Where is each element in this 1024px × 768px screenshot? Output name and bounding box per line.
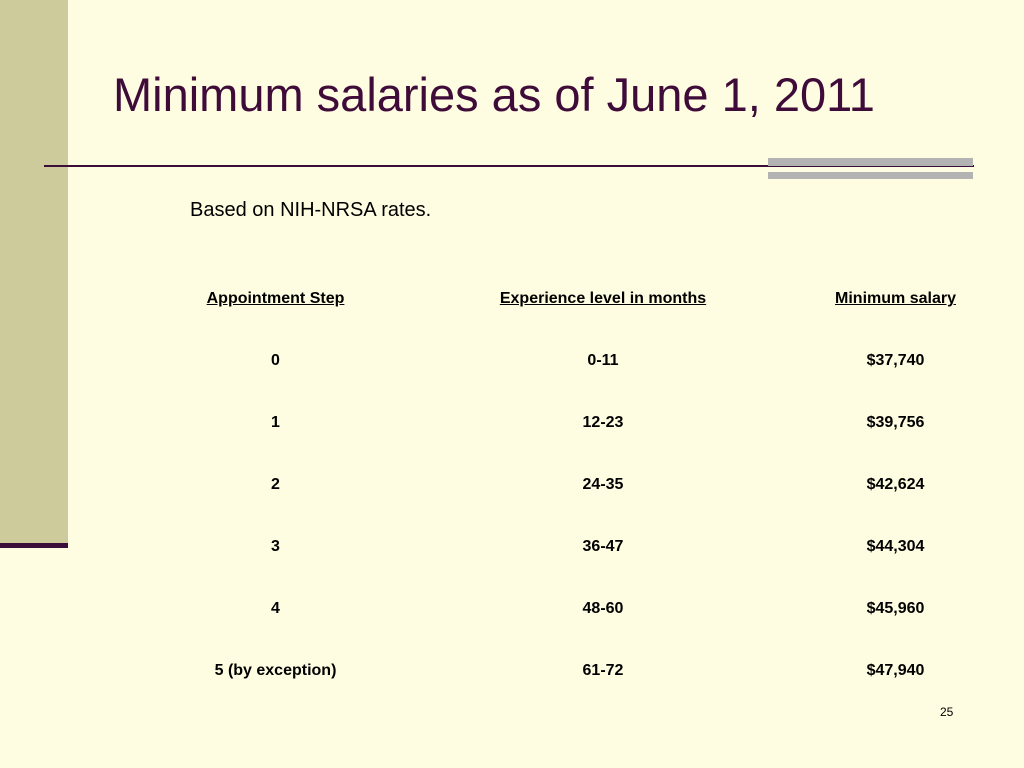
table-row [148,516,988,578]
cell-step: 4 [271,600,280,617]
cell-step: 2 [271,476,280,493]
table-row [148,640,988,702]
header-experience-level: Experience level in months [499,290,707,307]
table-row [148,578,988,640]
slide-subtitle: Based on NIH-NRSA rates. [190,199,432,221]
slide-title: Minimum salaries as of June 1, 2011 [113,68,875,121]
cell-experience: 24-35 [582,476,624,493]
cell-step: 1 [271,414,280,431]
cell-salary: $47,940 [866,662,925,679]
page-number: 25 [940,705,954,719]
salary-table [148,268,988,702]
left-decorative-band [0,0,68,545]
left-band-divider [0,543,68,548]
cell-experience: 12-23 [582,414,624,431]
header-minimum-salary: Minimum salary [835,290,956,307]
cell-salary: $37,740 [866,352,925,369]
cell-step: 0 [271,352,280,369]
cell-experience: 48-60 [582,600,624,617]
cell-experience: 36-47 [582,538,624,555]
cell-step: 5 (by exception) [214,662,337,679]
cell-salary: $44,304 [866,538,925,555]
cell-experience: 0-11 [587,352,619,369]
table-row [148,330,988,392]
cell-step: 3 [271,538,280,555]
cell-salary: $42,624 [866,476,925,493]
cell-salary: $39,756 [866,414,925,431]
table-header-row [148,268,988,330]
table-row [148,454,988,516]
title-rule-accent [768,157,973,179]
cell-salary: $45,960 [866,600,925,617]
header-appointment-step: Appointment Step [206,290,345,307]
table-row [148,392,988,454]
cell-experience: 61-72 [582,662,624,679]
